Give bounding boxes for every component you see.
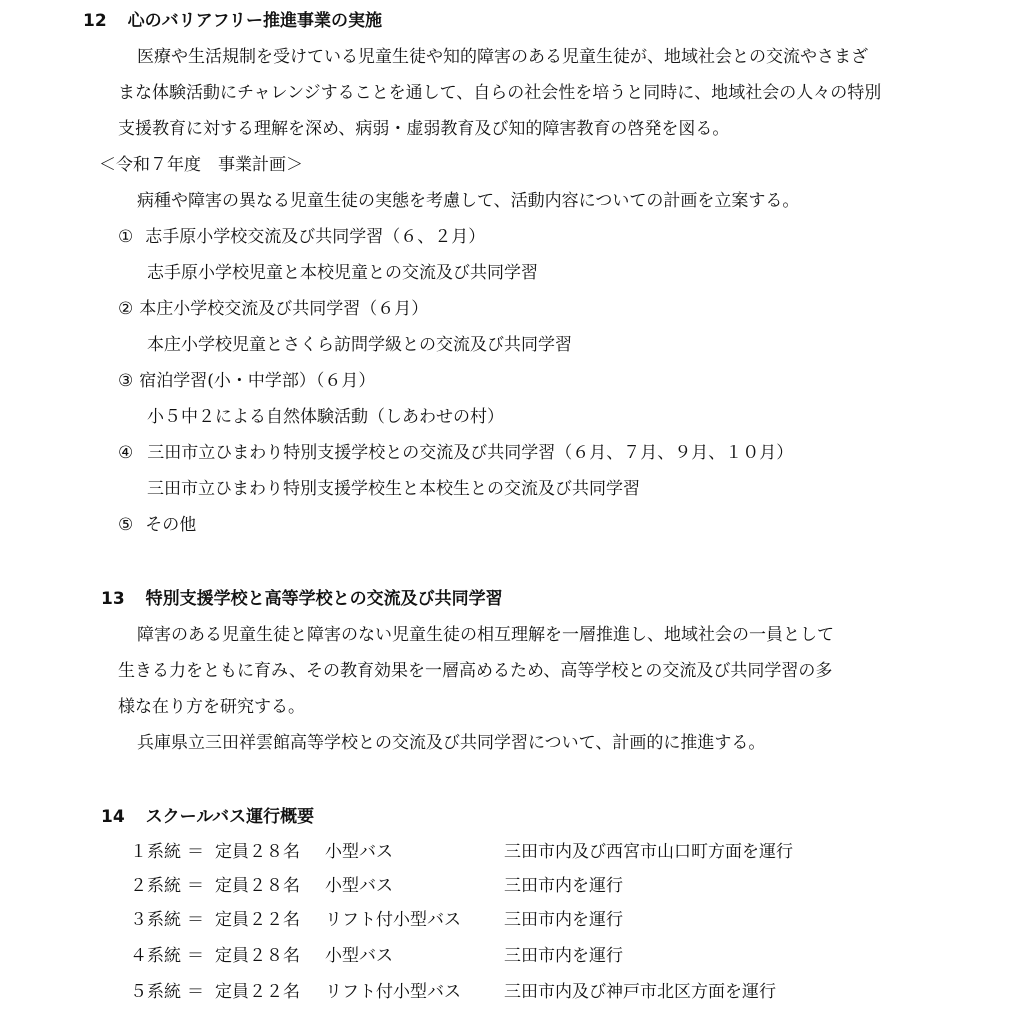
section-12-paragraph-line-2: まな体験活動にチャレンジすることを通して、自らの社会性を培うと同時に、地域社会の人々の特別	[118, 83, 882, 103]
bus-line: １系統	[130, 842, 181, 862]
plan-heading: ＜令和７年度 事業計画＞	[99, 155, 303, 175]
plan-item-3-title-text: 宿泊学習(小・中学部）（６月）	[139, 371, 376, 391]
plan-item-3-marker: ③	[118, 371, 134, 391]
plan-item-4-title	[118, 441, 793, 465]
section-14-heading	[101, 805, 314, 829]
bus-type: 小型バス	[325, 876, 393, 896]
section-12-title: 心のバリアフリー推進事業の実施	[127, 11, 382, 31]
bus-equals: ＝	[187, 982, 204, 1002]
bus-capacity: 定員２８名	[215, 876, 300, 896]
bus-capacity: 定員２２名	[215, 910, 300, 930]
plan-item-5-title	[118, 513, 196, 537]
bus-line: ５系統	[130, 982, 181, 1002]
plan-item-1-title	[118, 225, 485, 249]
section-13-heading	[101, 587, 503, 611]
bus-line: ３系統	[130, 910, 181, 930]
plan-item-2-title-text: 本庄小学校交流及び共同学習（６月）	[139, 299, 429, 319]
bus-type: リフト付小型バス	[325, 910, 461, 930]
plan-item-1-title-text: 志手原小学校交流及び共同学習（６、２月）	[145, 227, 486, 247]
bus-line: ２系統	[130, 876, 181, 896]
section-13-paragraph-2: 兵庫県立三田祥雲館高等学校との交流及び共同学習について、計画的に推進する。	[137, 733, 766, 753]
bus-type: 小型バス	[325, 842, 393, 862]
bus-capacity: 定員２２名	[215, 982, 300, 1002]
bus-equals: ＝	[187, 876, 204, 896]
bus-capacity: 定員２８名	[215, 946, 300, 966]
plan-item-3-detail: 小５中２による自然体験活動（しあわせの村）	[147, 407, 504, 427]
section-14-number: 14	[101, 807, 125, 827]
section-12-heading	[83, 9, 382, 33]
bus-route: 三田市内を運行	[504, 910, 623, 930]
bus-route: 三田市内及び神戸市北区方面を運行	[504, 982, 776, 1002]
plan-item-3-title	[118, 369, 375, 393]
plan-item-1-detail: 志手原小学校児童と本校児童との交流及び共同学習	[147, 263, 538, 283]
plan-intro: 病種や障害の異なる児童生徒の実態を考慮して、活動内容についての計画を立案する。	[137, 191, 800, 211]
plan-item-4-detail: 三田市立ひまわり特別支援学校生と本校生との交流及び共同学習	[147, 479, 640, 499]
bus-type: 小型バス	[325, 946, 393, 966]
bus-equals: ＝	[187, 842, 204, 862]
section-13-number: 13	[101, 589, 125, 609]
bus-equals: ＝	[187, 910, 204, 930]
section-12-number: 12	[83, 11, 107, 31]
section-14-title: スクールバス運行概要	[145, 807, 315, 827]
section-12-paragraph-line-3: 支援教育に対する理解を深め、病弱・虚弱教育及び知的障害教育の啓発を図る。	[118, 119, 730, 139]
bus-type: リフト付小型バス	[325, 982, 461, 1002]
plan-item-2-title	[118, 297, 428, 321]
bus-capacity: 定員２８名	[215, 842, 300, 862]
section-13-title: 特別支援学校と高等学校との交流及び共同学習	[145, 589, 503, 609]
plan-item-1-marker: ①	[118, 227, 134, 247]
plan-item-4-title-text: 三田市立ひまわり特別支援学校との交流及び共同学習（６月、７月、９月、１０月）	[147, 443, 794, 463]
bus-route: 三田市内を運行	[504, 946, 623, 966]
bus-line: ４系統	[130, 946, 181, 966]
bus-equals: ＝	[187, 946, 204, 966]
plan-item-2-marker: ②	[118, 299, 134, 319]
bus-route: 三田市内及び西宮市山口町方面を運行	[504, 842, 793, 862]
plan-item-5-marker: ⑤	[118, 515, 134, 535]
section-13-paragraph-line-2: 生きる力をともに育み、その教育効果を一層高めるため、高等学校との交流及び共同学習の多	[118, 661, 833, 681]
section-13-paragraph-line-1: 障害のある児童生徒と障害のない児童生徒の相互理解を一層推進し、地域社会の一員として	[137, 625, 834, 645]
section-12-paragraph-line-1: 医療や生活規制を受けている児童生徒や知的障害のある児童生徒が、地域社会との交流やさまざ	[137, 47, 868, 67]
plan-item-4-marker: ④	[118, 443, 134, 463]
plan-item-2-detail: 本庄小学校児童とさくら訪問学級との交流及び共同学習	[147, 335, 572, 355]
bus-route: 三田市内を運行	[504, 876, 623, 896]
section-13-paragraph-line-3: 様な在り方を研究する。	[118, 697, 305, 717]
plan-item-5-title-text: その他	[145, 515, 197, 535]
